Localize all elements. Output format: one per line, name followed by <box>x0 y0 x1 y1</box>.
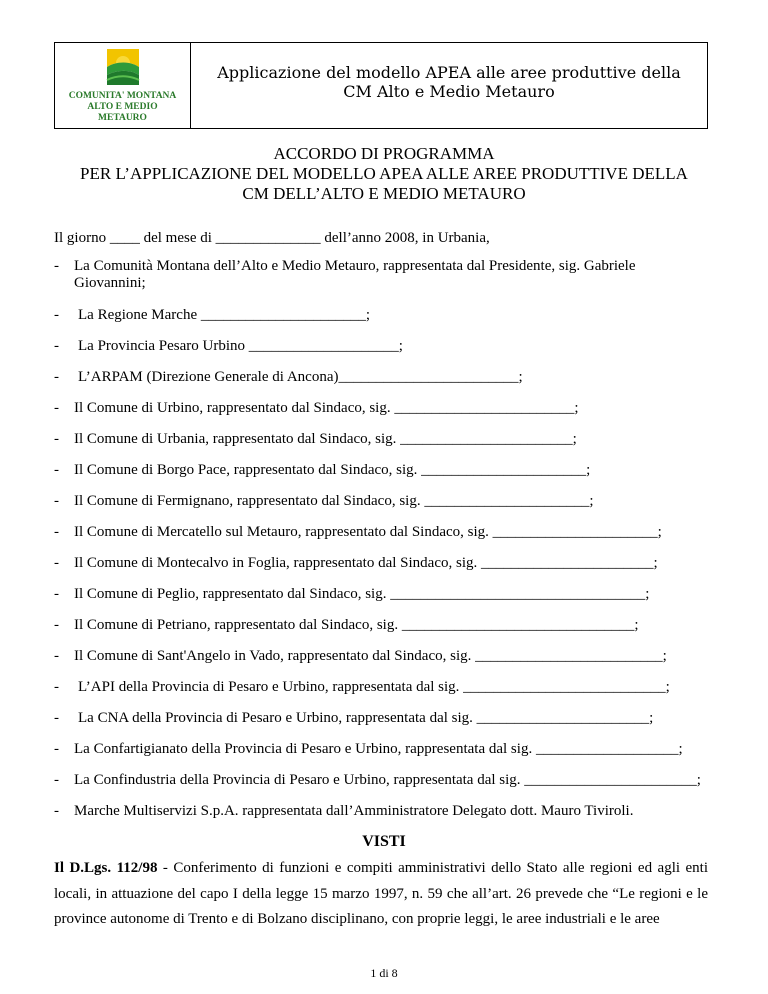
party-item: - La CNA della Provincia di Pesaro e Urbino, rappresentata dal sig. _______________________; <box>54 710 654 726</box>
party-item: - La Confartigianato della Provincia di Pesaro e Urbino, rappresentata dal sig. ___________________; <box>54 741 683 757</box>
party-text: Il Comune di Sant'Angelo in Vado, rappresentato dal Sindaco, sig. _________________________; <box>74 648 667 664</box>
party-text: La Regione Marche ______________________; <box>78 307 371 323</box>
party-item: - Il Comune di Urbania, rappresentato dal Sindaco, sig. _______________________; <box>54 431 577 447</box>
law-reference: Il D.Lgs. 112/98 <box>54 860 158 876</box>
party-item: - L’ARPAM (Direzione Generale di Ancona)________________________; <box>54 369 523 385</box>
header-title <box>191 43 707 128</box>
party-text: Il Comune di Peglio, rappresentato dal Sindaco, sig. __________________________________; <box>74 586 650 602</box>
party-item: - Il Comune di Petriano, rappresentato dal Sindaco, sig. _______________________________; <box>54 617 639 633</box>
comunita-montana-logo <box>104 47 142 87</box>
party-text: Il Comune di Urbino, rappresentato dal Sindaco, sig. ________________________; <box>74 400 579 416</box>
party-item: - Il Comune di Urbino, rappresentato dal Sindaco, sig. ________________________; <box>54 400 579 416</box>
section-heading-visti: VISTI <box>362 833 406 850</box>
party-item: - Il Comune di Mercatello sul Metauro, rappresentato dal Sindaco, sig. ______________________; <box>54 524 662 540</box>
party-text: La Confartigianato della Provincia di Pesaro e Urbino, rappresentata dal sig. ___________________; <box>74 741 683 757</box>
document-title-line: PER L’APPLICAZIONE DEL MODELLO APEA ALLE AREE PRODUTTIVE DELLA <box>80 164 688 183</box>
page-number: 1 di 8 <box>370 966 398 980</box>
party-item: - La Regione Marche ______________________; <box>54 307 371 323</box>
document-title-line: ACCORDO DI PROGRAMMA <box>273 144 495 163</box>
party-text: Il Comune di Mercatello sul Metauro, rappresentato dal Sindaco, sig. ______________________; <box>74 524 662 540</box>
party-text: Il Comune di Fermignano, rappresentato dal Sindaco, sig. ______________________; <box>74 493 594 509</box>
party-item: - Il Comune di Fermignano, rappresentato dal Sindaco, sig. ______________________; <box>54 493 594 509</box>
party-item: - Il Comune di Montecalvo in Foglia, rappresentato dal Sindaco, sig. _______________________; <box>54 555 658 571</box>
header-title-line: Applicazione del modello APEA alle aree produttive della <box>217 63 681 82</box>
party-item: - Il Comune di Peglio, rappresentato dal Sindaco, sig. __________________________________; <box>54 586 650 602</box>
header-box <box>54 42 708 129</box>
document-title <box>20 144 748 204</box>
party-text: La Comunità Montana dell’Alto e Medio Metauro, rappresentata dal Presidente, sig. Gabriele Giovannini; <box>74 258 636 291</box>
header-title-line: CM Alto e Medio Metauro <box>343 82 555 101</box>
party-text: L’ARPAM (Direzione Generale di Ancona)________________________; <box>78 369 523 385</box>
party-text: Il Comune di Petriano, rappresentato dal Sindaco, sig. _______________________________; <box>74 617 639 633</box>
intro-line: Il giorno ____ del mese di ______________ dell’anno 2008, in Urbania, <box>54 230 490 246</box>
logo-cell <box>55 43 191 128</box>
party-text: Il Comune di Borgo Pace, rappresentato dal Sindaco, sig. ______________________; <box>74 462 591 478</box>
visti-paragraph <box>54 856 708 933</box>
party-item: - La Comunità Montana dell’Alto e Medio Metauro, rappresentata dal Presidente, sig. Gabriele Giovannini; <box>54 258 636 291</box>
party-item: - Il Comune di Borgo Pace, rappresentato dal Sindaco, sig. ______________________; <box>54 462 591 478</box>
logo-caption-line: COMUNITA' MONTANA <box>68 91 177 101</box>
parties-list <box>54 258 708 834</box>
party-item: - Marche Multiservizi S.p.A. rappresentata dall’Amministratore Delegato dott. Mauro Tiviroli. <box>54 803 634 819</box>
visti-text: - Conferimento di funzioni e compiti amministrativi dello Stato alle regioni ed agli enti locali, in attuazione del capo I della legge 15 marzo 1997, n. 59 che all’art. 26 prevede che “Le regioni e le province autonome di Trento e di Bolzano disciplinano, con proprie leggi, le aree industriali e le aree <box>54 860 708 927</box>
party-item: - La Provincia Pesaro Urbino ____________________; <box>54 338 403 354</box>
party-text: La Confindustria della Provincia di Pesaro e Urbino, rappresentata dal sig. _______________________; <box>74 772 701 788</box>
party-text: Il Comune di Montecalvo in Foglia, rappresentato dal Sindaco, sig. _______________________; <box>74 555 658 571</box>
party-text: L’API della Provincia di Pesaro e Urbino, rappresentata dal sig. ___________________________; <box>78 679 670 695</box>
party-text: La Provincia Pesaro Urbino ____________________; <box>78 338 403 354</box>
document-title-line: CM DELL’ALTO E MEDIO METAURO <box>242 184 526 203</box>
party-item: - Il Comune di Sant'Angelo in Vado, rappresentato dal Sindaco, sig. _________________________; <box>54 648 667 664</box>
party-item: - La Confindustria della Provincia di Pesaro e Urbino, rappresentata dal sig. _______________________; <box>54 772 701 788</box>
party-item: - L’API della Provincia di Pesaro e Urbino, rappresentata dal sig. ___________________________; <box>54 679 670 695</box>
logo-caption-line: ALTO E MEDIO <box>87 102 158 112</box>
party-text: Il Comune di Urbania, rappresentato dal Sindaco, sig. _______________________; <box>74 431 577 447</box>
logo-caption-line: METAURO <box>98 113 147 123</box>
party-text: La CNA della Provincia di Pesaro e Urbino, rappresentata dal sig. _______________________; <box>78 710 654 726</box>
logo-caption <box>69 91 177 124</box>
party-text: Marche Multiservizi S.p.A. rappresentata dall’Amministratore Delegato dott. Mauro Tiviroli. <box>74 803 634 819</box>
